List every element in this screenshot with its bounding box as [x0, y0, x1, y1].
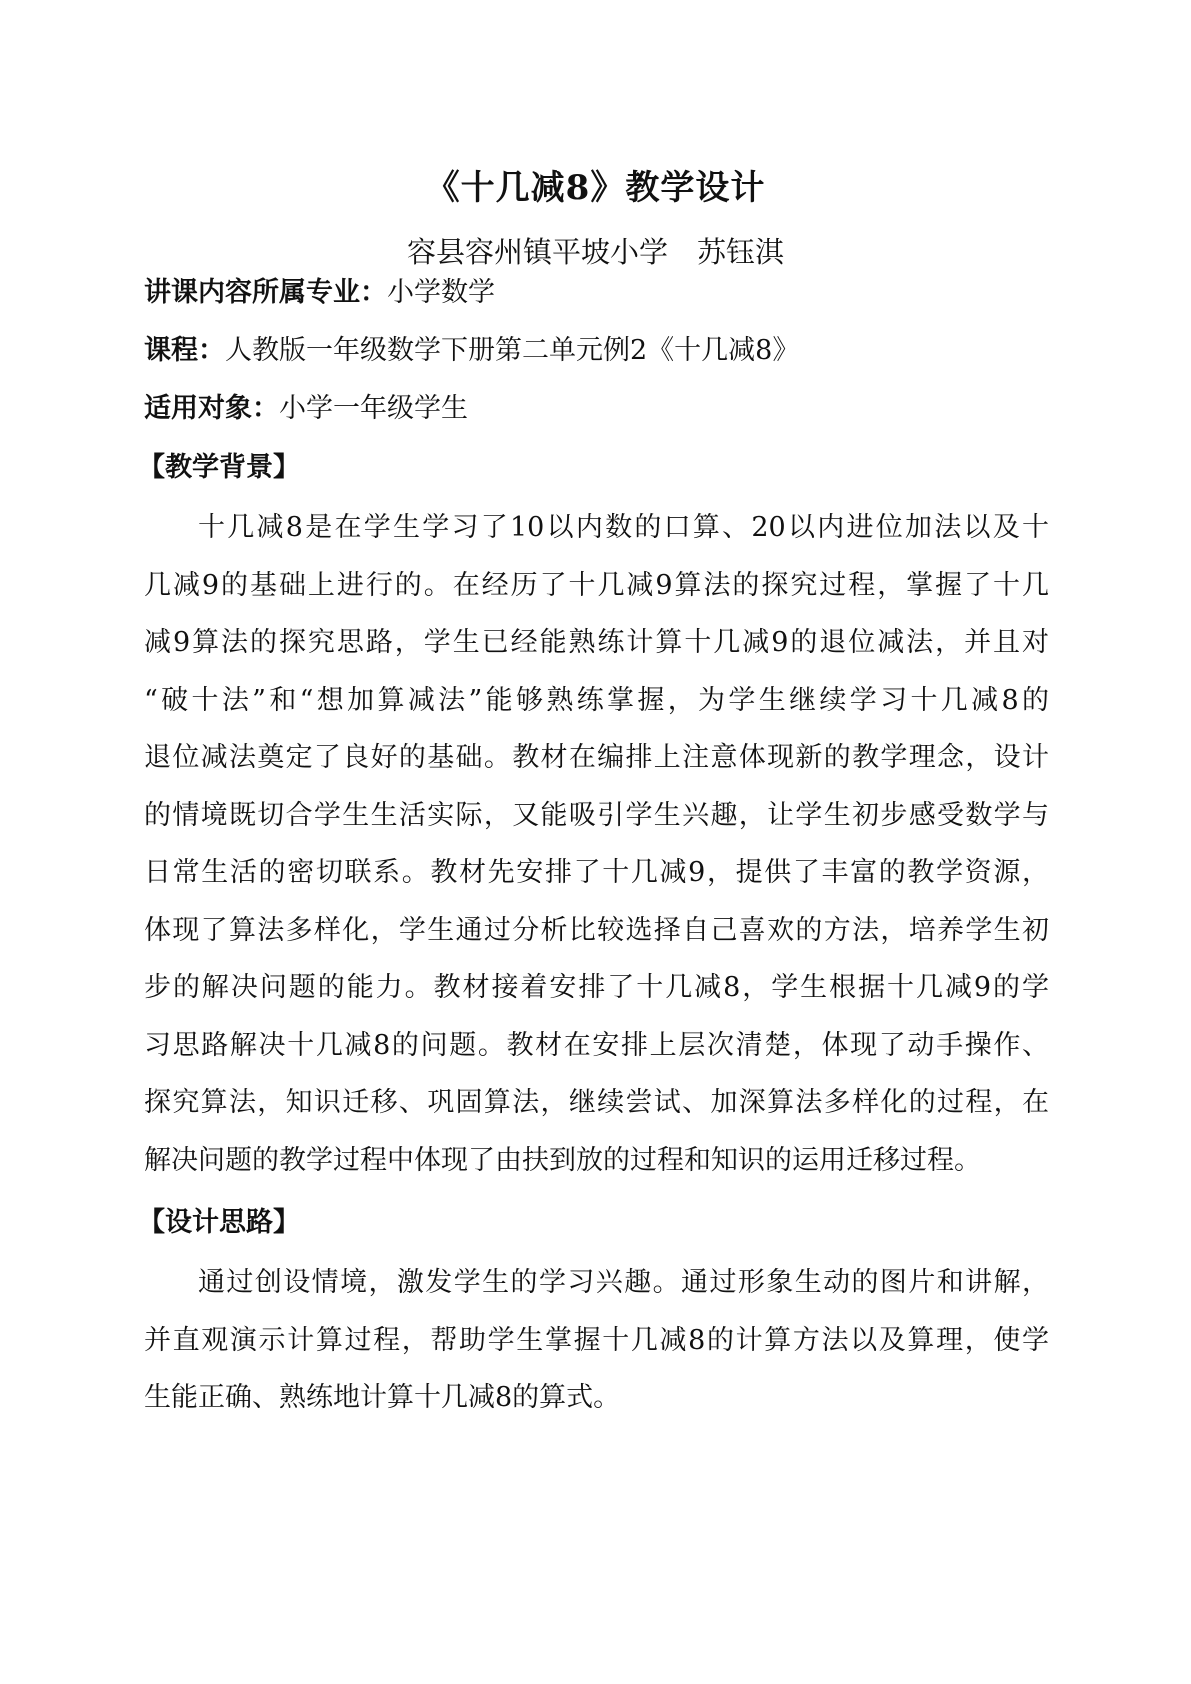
paragraph-line: 几减9的基础上进行的。在经历了十几减9算法的探究过程，掌握了十几: [144, 569, 1049, 601]
paragraph-line: 通过创设情境，激发学生的学习兴趣。通过形象生动的图片和讲解，: [198, 1267, 1049, 1298]
paragraph-line: 减9算法的探究思路，学生已经能熟练计算十几减9的退位减法，并且对: [144, 627, 1049, 658]
meta-audience-value: 小学一年级学生: [279, 393, 468, 424]
meta-course-value: 人教版一年级数学下册第二单元例2《十几减8》: [225, 335, 800, 366]
meta-audience: [144, 390, 468, 428]
paragraph-line: 退位减法奠定了良好的基础。教材在编排上注意体现新的教学理念，设计: [144, 742, 1049, 773]
background-paragraph: [144, 499, 1049, 1189]
design-paragraph: [144, 1254, 1049, 1427]
meta-major-value: 小学数学: [387, 277, 495, 308]
author-line: 容县容州镇平坡小学 苏钰淇: [406, 235, 784, 269]
meta-audience-label: 适用对象：: [144, 393, 279, 424]
paragraph-line: 解决问题的教学过程中体现了由扶到放的过程和知识的运用迁移过程。: [144, 1144, 981, 1176]
meta-course: [144, 332, 799, 370]
meta-course-label: 课程：: [144, 335, 225, 366]
meta-major: [144, 274, 495, 312]
paragraph-line: 十几减8是在学生学习了10以内数的口算、20以内进位加法以及十: [198, 512, 1049, 543]
section-heading-design: 【设计思路】: [138, 1207, 300, 1238]
paragraph-line: 的情境既切合学生生活实际，又能吸引学生兴趣，让学生初步感受数学与: [144, 799, 1049, 831]
paragraph-line: 探究算法，知识迁移、巩固算法，继续尝试、加深算法多样化的过程，在: [144, 1087, 1049, 1118]
paragraph-line: 生能正确、熟练地计算十几减8的算式。: [144, 1382, 621, 1413]
paragraph-line: 习思路解决十几减8的问题。教材在安排上层次清楚，体现了动手操作、: [144, 1029, 1049, 1061]
paragraph-line: “破十法”和“想加算减法”能够熟练掌握，为学生继续学习十几减8的: [144, 684, 1049, 716]
paragraph-line: 日常生活的密切联系。教材先安排了十几减9，提供了丰富的教学资源，: [144, 857, 1049, 888]
document-title: 《十几减8》教学设计: [425, 168, 766, 208]
meta-major-label: 讲课内容所属专业：: [144, 277, 387, 308]
paragraph-line: 体现了算法多样化，学生通过分析比较选择自己喜欢的方法，培养学生初: [144, 914, 1049, 946]
paragraph-line: 步的解决问题的能力。教材接着安排了十几减8，学生根据十几减9的学: [144, 972, 1049, 1003]
paragraph-line: 并直观演示计算过程，帮助学生掌握十几减8的计算方法以及算理，使学: [144, 1324, 1049, 1356]
section-heading-background: 【教学背景】: [138, 452, 300, 483]
